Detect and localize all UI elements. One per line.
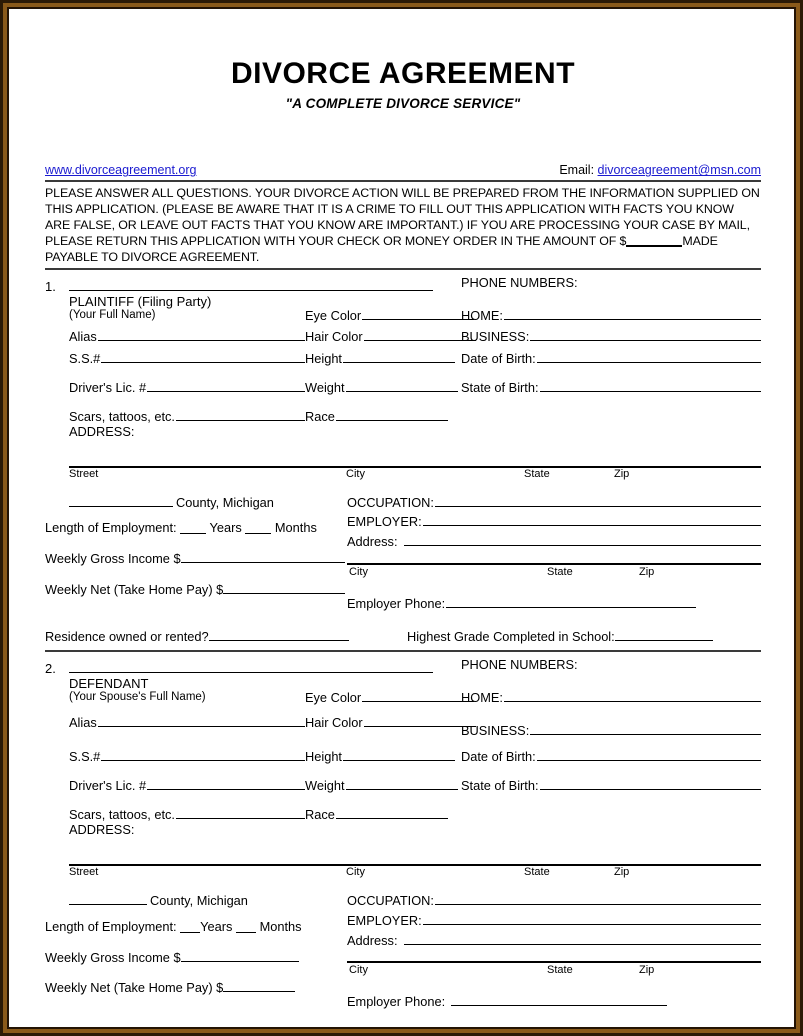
defendant-scars-cell: [69, 806, 305, 823]
plaintiff-home-phone-row: [461, 307, 761, 324]
defendant-height-cell: [305, 748, 455, 765]
instructions-paragraph: [45, 185, 761, 266]
defendant-net-income-label: Weekly Net (Take Home Pay) $: [45, 980, 224, 996]
defendant-ssn-cell: [69, 748, 305, 765]
defendant-caption-state: State: [524, 865, 550, 878]
defendant-employer-phone-row: [347, 993, 761, 1010]
plaintiff-dob-wrap: [455, 350, 761, 367]
defendant-dob-input[interactable]: [537, 748, 761, 761]
plaintiff-net-income-label: Weekly Net (Take Home Pay) $: [45, 582, 224, 598]
plaintiff-phone-header: PHONE NUMBERS:: [461, 274, 578, 290]
plaintiff-residence-label: Residence owned or rented?: [45, 628, 209, 644]
plaintiff-name-row: [45, 276, 455, 294]
defendant-home-phone-label: HOME:: [461, 689, 503, 705]
plaintiff-net-income-row: [45, 581, 345, 598]
defendant-alias-left: [45, 714, 455, 739]
plaintiff-employer-caption-zip: Zip: [639, 566, 655, 579]
plaintiff-county-row: [69, 494, 345, 511]
plaintiff-scars-right-spacer: [455, 408, 761, 425]
defendant-loe-months-input[interactable]: [236, 932, 256, 933]
plaintiff-dob-row: [461, 350, 761, 367]
defendant-scars-input[interactable]: [176, 806, 305, 819]
plaintiff-employment-right: [345, 494, 761, 612]
defendant-loe-years-input[interactable]: [180, 932, 200, 933]
plaintiff-alias-label: Alias: [69, 329, 97, 345]
defendant-length-employment-row: [45, 920, 345, 935]
plaintiff-ssn-cell: [69, 350, 305, 367]
defendant-employer-phone-input[interactable]: [451, 993, 667, 1006]
plaintiff-gross-income-input[interactable]: [181, 550, 345, 563]
defendant-eye-left: [45, 689, 455, 706]
plaintiff-weight-cell: [305, 379, 458, 396]
defendant-gross-income-label: Weekly Gross Income $: [45, 949, 181, 965]
defendant-caption-city: City: [346, 865, 365, 878]
plaintiff-home-phone-label: HOME:: [461, 307, 503, 323]
defendant-gross-income-row: [45, 949, 345, 966]
defendant-employer-address-label: Address:: [347, 932, 398, 948]
defendant-county-suffix: County, Michigan: [150, 892, 248, 908]
plaintiff-loe-years-label: Years: [209, 520, 242, 536]
plaintiff-ssn-left: [45, 350, 455, 367]
plaintiff-dl-left: [45, 379, 455, 396]
defendant-employer-row: [347, 912, 761, 929]
plaintiff-name-hint: (Your Full Name): [69, 308, 156, 321]
plaintiff-caption-zip: Zip: [614, 467, 630, 480]
plaintiff-weight-label: Weight: [305, 380, 345, 396]
document-page: [9, 9, 794, 1027]
defendant-occupation-input[interactable]: [435, 892, 761, 905]
defendant-dl-row: [45, 777, 761, 794]
plaintiff-alias-cell: [69, 328, 305, 345]
defendant-county-input[interactable]: [69, 892, 147, 905]
plaintiff-employment-block: [45, 494, 761, 612]
plaintiff-alias-input[interactable]: [98, 328, 305, 341]
plaintiff-home-phone-wrap: [455, 307, 761, 324]
defendant-race-input[interactable]: [336, 806, 448, 819]
defendant-home-phone-wrap: [455, 689, 761, 706]
plaintiff-caption-street: Street: [69, 467, 99, 480]
plaintiff-business-phone-input[interactable]: [530, 328, 761, 341]
defendant-hair-color-label: Hair Color: [305, 714, 363, 730]
defendant-drivers-lic-label: Driver's Lic. #: [69, 778, 147, 794]
defendant-occupation-row: [347, 892, 761, 909]
defendant-home-phone-input[interactable]: [504, 689, 761, 702]
plaintiff-county-input[interactable]: [69, 494, 173, 507]
section-divider: [45, 650, 761, 652]
defendant-eye-frow: [69, 689, 455, 706]
defendant-scars-frow: [69, 806, 455, 823]
defendant-employment-block: [45, 892, 761, 1010]
defendant-dl-left: [45, 777, 455, 794]
defendant-weight-label: Weight: [305, 778, 345, 794]
defendant-hair-color-cell: [305, 714, 476, 731]
header-divider: [45, 180, 761, 182]
email-link[interactable]: divorceagreement@msn.com: [597, 163, 761, 178]
defendant-name-row: [45, 658, 455, 676]
defendant-state-of-birth-label: State of Birth:: [461, 778, 539, 794]
plaintiff-loe-months-input[interactable]: [245, 533, 271, 534]
defendant-scars-label: Scars, tattoos, etc.: [69, 807, 175, 823]
plaintiff-eye-row: [45, 307, 761, 324]
plaintiff-race-cell: [305, 408, 455, 425]
defendant-dob-label: Date of Birth:: [461, 749, 536, 765]
plaintiff-scars-cell: [69, 408, 305, 425]
plaintiff-caption-state: State: [524, 467, 550, 480]
plaintiff-address-label: ADDRESS:: [69, 423, 135, 439]
plaintiff-dob-label: Date of Birth:: [461, 351, 536, 367]
plaintiff-state-of-birth-label: State of Birth:: [461, 380, 539, 396]
plaintiff-employer-input[interactable]: [423, 513, 761, 526]
plaintiff-business-phone-wrap: [455, 328, 761, 345]
plaintiff-scars-label: Scars, tattoos, etc.: [69, 408, 175, 424]
plaintiff-scars-left: [45, 408, 455, 425]
plaintiff-employment-left: [45, 494, 345, 612]
defendant-dob-row: [461, 748, 761, 765]
plaintiff-residence-cell: [45, 628, 407, 645]
plaintiff-alias-row: [45, 328, 761, 345]
page-frame-inner: [7, 7, 796, 1029]
plaintiff-employer-phone-input[interactable]: [446, 595, 696, 608]
defendant-employer-csz-rule: [347, 959, 761, 963]
plaintiff-county-suffix: County, Michigan: [176, 494, 274, 510]
plaintiff-employer-caption-city: City: [349, 566, 368, 579]
defendant-employer-label: EMPLOYER:: [347, 912, 422, 928]
defendant-ssn-label: S.S.#: [69, 749, 101, 765]
plaintiff-loe-months-label: Months: [274, 520, 317, 536]
defendant-employer-address-input[interactable]: [404, 932, 761, 945]
plaintiff-employer-phone-label: Employer Phone:: [347, 596, 446, 612]
defendant-sob-row: [461, 777, 761, 794]
defendant-section: [45, 658, 761, 1010]
plaintiff-employer-address-input[interactable]: [404, 533, 761, 546]
defendant-employer-input[interactable]: [423, 912, 761, 925]
plaintiff-height-label: Height: [305, 351, 342, 367]
plaintiff-home-phone-input[interactable]: [504, 307, 761, 320]
defendant-home-phone-row: [461, 689, 761, 706]
plaintiff-residence-row: [45, 628, 761, 645]
plaintiff-grade-input[interactable]: [615, 628, 713, 641]
plaintiff-height-input[interactable]: [343, 350, 455, 363]
plaintiff-race-label: Race: [305, 408, 335, 424]
defendant-ssn-frow: [69, 748, 455, 765]
plaintiff-ssn-input[interactable]: [101, 350, 305, 363]
contact-link-row: [45, 163, 761, 178]
defendant-caption-zip: Zip: [614, 865, 630, 878]
defendant-sob-wrap: [455, 777, 761, 794]
plaintiff-occupation-input[interactable]: [435, 494, 761, 507]
defendant-alias-label: Alias: [69, 714, 97, 730]
defendant-employer-caption-zip: Zip: [639, 964, 655, 977]
plaintiff-alias-left: [45, 328, 455, 345]
defendant-scars-left: [45, 806, 455, 823]
defendant-scars-row: [45, 806, 761, 823]
plaintiff-length-employment-row: [45, 521, 345, 536]
instructions-divider: [45, 268, 761, 270]
plaintiff-ssn-label: S.S.#: [69, 351, 101, 367]
defendant-address-captions: [69, 866, 761, 880]
plaintiff-caption-city: City: [346, 467, 365, 480]
plaintiff-employer-csz-rule: [347, 561, 761, 565]
plaintiff-eye-color-label: Eye Color: [305, 307, 362, 323]
plaintiff-business-phone-row: [461, 328, 761, 345]
defendant-employer-phone-label: Employer Phone:: [347, 994, 446, 1010]
defendant-loe-years-label: Years: [200, 918, 233, 934]
plaintiff-scars-frow: [69, 408, 455, 425]
defendant-county-row: [69, 892, 345, 909]
defendant-business-phone-label: BUSINESS:: [461, 722, 530, 738]
plaintiff-grade-cell: [407, 628, 761, 645]
defendant-dl-frow: [69, 777, 455, 794]
plaintiff-item-number: 1.: [45, 278, 56, 294]
defendant-business-phone-wrap: [455, 714, 761, 739]
defendant-alias-cell: [69, 714, 305, 731]
plaintiff-hair-color-label: Hair Color: [305, 329, 363, 345]
plaintiff-sob-wrap: [455, 379, 761, 396]
defendant-employer-csz-captions: [347, 964, 761, 979]
defendant-loe-months-label: Months: [259, 918, 302, 934]
defendant-eye-color-label: Eye Color: [305, 689, 362, 705]
plaintiff-grade-label: Highest Grade Completed in School:: [407, 628, 615, 644]
page-frame-middle: [3, 3, 800, 1033]
plaintiff-loe-years-input[interactable]: [180, 533, 206, 534]
defendant-name-input[interactable]: [69, 658, 433, 673]
plaintiff-drivers-lic-label: Driver's Lic. #: [69, 380, 147, 396]
plaintiff-section: [45, 276, 761, 645]
plaintiff-race-input[interactable]: [336, 408, 448, 421]
plaintiff-occupation-label: OCCUPATION:: [347, 494, 434, 510]
defendant-height-label: Height: [305, 749, 342, 765]
defendant-address-label: ADDRESS:: [69, 822, 135, 838]
defendant-employer-caption-city: City: [349, 964, 368, 977]
plaintiff-role-label: PLAINTIFF (Filing Party): [69, 293, 212, 309]
plaintiff-ssn-frow: [69, 350, 455, 367]
defendant-phone-header: PHONE NUMBERS:: [461, 656, 578, 672]
plaintiff-name-input[interactable]: [69, 276, 433, 291]
plaintiff-eye-color-cell: [305, 307, 474, 324]
defendant-scars-right-spacer: [455, 806, 761, 823]
plaintiff-residence-input[interactable]: [209, 628, 349, 641]
amount-blank-field[interactable]: [626, 245, 682, 247]
defendant-net-income-input[interactable]: [223, 979, 295, 992]
defendant-race-cell: [305, 806, 455, 823]
plaintiff-dl-row: [45, 379, 761, 396]
defendant-drivers-lic-input[interactable]: [147, 777, 305, 790]
plaintiff-scars-row: [45, 408, 761, 425]
defendant-alias-row: [45, 714, 761, 739]
plaintiff-loe-prefix: Length of Employment:: [45, 520, 177, 536]
defendant-address-input[interactable]: [69, 838, 761, 866]
plaintiff-gross-income-label: Weekly Gross Income $: [45, 551, 181, 567]
plaintiff-address-input[interactable]: [69, 440, 761, 468]
plaintiff-state-of-birth-input[interactable]: [540, 379, 761, 392]
plaintiff-address-captions: [69, 468, 761, 482]
plaintiff-ssn-row: [45, 350, 761, 367]
plaintiff-hair-color-cell: [305, 328, 476, 345]
defendant-weight-input[interactable]: [346, 777, 458, 790]
defendant-ssn-left: [45, 748, 455, 765]
defendant-gross-income-input[interactable]: [181, 949, 299, 962]
email-label: Email:: [559, 163, 595, 178]
instructions-text-part2: MADE PAYABLE TO DIVORCE AGREEMENT.: [45, 234, 718, 265]
document-content: [45, 39, 761, 1010]
defendant-loe-prefix: Length of Employment:: [45, 918, 177, 934]
defendant-alias-frow: [69, 714, 455, 731]
defendant-dl-cell: [69, 777, 305, 794]
plaintiff-alias-frow: [69, 328, 455, 345]
plaintiff-employer-csz-captions: [347, 566, 761, 581]
defendant-role-label: DEFENDANT: [69, 675, 149, 691]
defendant-business-phone-input[interactable]: [530, 722, 761, 735]
email-group: [559, 163, 761, 178]
defendant-weight-cell: [305, 777, 458, 794]
plaintiff-height-cell: [305, 350, 455, 367]
plaintiff-employer-label: EMPLOYER:: [347, 514, 422, 530]
defendant-ssn-row: [45, 748, 761, 765]
plaintiff-business-phone-label: BUSINESS:: [461, 329, 530, 345]
defendant-occupation-label: OCCUPATION:: [347, 892, 434, 908]
defendant-race-label: Race: [305, 807, 335, 823]
plaintiff-dl-cell: [69, 379, 305, 396]
defendant-dob-wrap: [455, 748, 761, 765]
defendant-height-input[interactable]: [343, 748, 455, 761]
defendant-state-of-birth-input[interactable]: [540, 777, 761, 790]
page-subtitle: "A COMPLETE DIVORCE SERVICE": [285, 95, 521, 111]
website-link[interactable]: www.divorceagreement.org: [45, 163, 197, 178]
plaintiff-scars-input[interactable]: [176, 408, 305, 421]
defendant-alias-input[interactable]: [98, 714, 305, 727]
plaintiff-weight-input[interactable]: [346, 379, 458, 392]
plaintiff-eye-frow: [69, 307, 455, 324]
plaintiff-gross-income-row: [45, 550, 345, 567]
defendant-eye-color-cell: [305, 689, 474, 706]
defendant-item-number: 2.: [45, 660, 56, 676]
defendant-caption-street: Street: [69, 865, 99, 878]
plaintiff-drivers-lic-input[interactable]: [147, 379, 305, 392]
defendant-business-phone-row: [461, 722, 761, 739]
plaintiff-employer-address-row: [347, 533, 761, 550]
defendant-employer-caption-state: State: [547, 964, 573, 977]
defendant-ssn-input[interactable]: [101, 748, 305, 761]
defendant-employment-left: [45, 892, 345, 1010]
plaintiff-employer-phone-row: [347, 595, 761, 612]
plaintiff-employer-caption-state: State: [547, 566, 573, 579]
plaintiff-employer-address-label: Address:: [347, 534, 398, 550]
defendant-employer-address-row: [347, 932, 761, 949]
plaintiff-net-income-input[interactable]: [223, 581, 345, 594]
plaintiff-employer-row: [347, 513, 761, 530]
defendant-employment-right: [345, 892, 761, 1010]
plaintiff-dob-input[interactable]: [537, 350, 761, 363]
page-title: DIVORCE AGREEMENT: [230, 57, 576, 90]
instructions-text-part1: PLEASE ANSWER ALL QUESTIONS. YOUR DIVORCE ACTION WILL BE PREPARED FROM THE INFORMATION SUPPLIED ON THIS APPLICATION. (PLEASE BE AWARE THAT IT IS A CRIME TO FILL OUT THIS APPLICATION WITH FACTS YOU KNOW ARE FALSE, OR LEAVE OUT FACTS THAT YOU KNOW ARE IMPORTANT.) IF YOU ARE PROCESSING YOUR CASE BY MAIL, PLEASE RETURN THIS APPLICATION WITH YOUR CHECK OR MONEY ORDER IN THE AMOUNT OF $: [45, 185, 760, 249]
plaintiff-eye-left: [45, 307, 455, 324]
defendant-net-income-row: [45, 979, 345, 996]
defendant-name-hint: (Your Spouse's Full Name): [69, 691, 206, 704]
plaintiff-dl-frow: [69, 379, 455, 396]
plaintiff-sob-row: [461, 379, 761, 396]
defendant-eye-row: [45, 689, 761, 706]
plaintiff-occupation-row: [347, 494, 761, 511]
